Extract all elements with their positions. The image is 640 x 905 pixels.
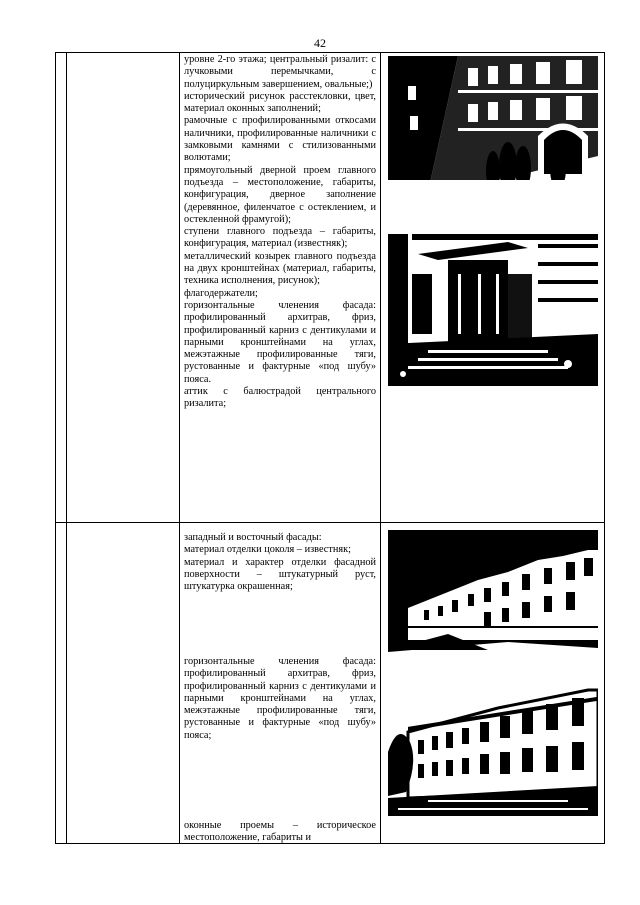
row2-description-mid [184, 656, 376, 742]
entrance-canopy-photo [388, 234, 598, 386]
table-col-divider-1 [66, 52, 67, 844]
row2-description-bottom [184, 820, 376, 845]
west-facade-photo [388, 530, 598, 670]
row1-paragraph: горизонтальные членения фасада: профилированный архитрав, фриз, профилированный карниз с дентикулами и парными кронштейнами на углах, межэтажные профилированные тяги, рустованные и фактурные «под шубу» пояса. [184, 299, 376, 385]
table-col-divider-3 [380, 52, 381, 844]
row1-paragraph: ступени главного подъезда – габариты, конфигурация, материал (известняк); [184, 226, 376, 250]
facade-street-photo [388, 56, 598, 192]
row2-paragraph: материал и характер отделки фасадной поверхности – штукатурный руст, штукатурка окрашенная; [184, 556, 376, 593]
row1-paragraph: прямоугольный дверной проем главного подъезда – местоположение, габариты, конфигурация, дверное заполнение (деревянное, филенчатое с остеклением, и остекленной фрамугой); [184, 164, 376, 225]
table-border-left [55, 52, 56, 844]
table-border-right [604, 52, 605, 844]
row1-paragraph: исторический рисунок расстекловки, цвет, материал оконных заполнений; [184, 90, 376, 115]
row1-paragraph: уровне 2-го этажа; центральный ризалит: с лучковыми перемычками, с полуциркульным завершением, овальные;) [184, 54, 376, 90]
table-col-divider-2 [179, 52, 180, 844]
row2-description-top [184, 532, 376, 593]
page-number: 42 [314, 36, 326, 50]
row2-paragraph: оконные проемы – историческое местоположение, габариты и [184, 820, 376, 844]
row2-paragraph: горизонтальные членения фасада: профилированный архитрав, фриз, профилированный карниз с дентикулами и парными кронштейнами на углах, межэтажные профилированные тяги, рустованные и фактурные «под шубу» пояса; [184, 656, 376, 741]
row1-description [184, 54, 376, 411]
row2-paragraph: западный и восточный фасады: [184, 532, 322, 543]
east-facade-photo [388, 682, 598, 816]
row1-paragraph: флагодержатели; [184, 287, 258, 299]
row1-paragraph: аттик с балюстрадой центрального ризалита; [184, 386, 376, 410]
row1-paragraph: рамочные с профилированными откосами наличники, профилированные наличники с замковыми камнями с стилизованными волютами; [184, 115, 376, 164]
table-border-top [55, 52, 605, 53]
table-row-divider [55, 522, 605, 523]
row2-paragraph: материал отделки цоколя – известняк; [184, 544, 351, 556]
row1-paragraph: металлический козырек главного подъезда на двух кронштейнах (материал, габариты, техника исполнения, рисунок); [184, 250, 376, 287]
